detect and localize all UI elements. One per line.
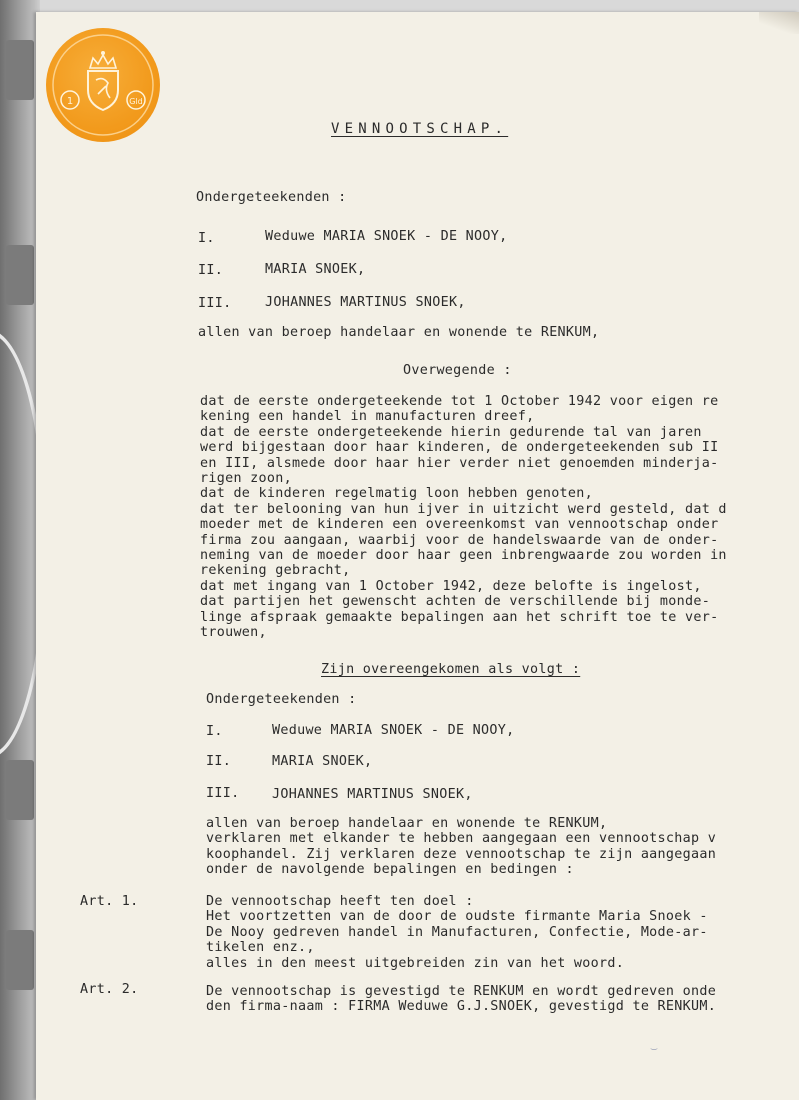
party-number: III. [198, 296, 232, 311]
scanner-background-left [0, 0, 40, 1100]
seal-unit: Gld [129, 97, 143, 106]
text-line: dat met ingang van 1 October 1942, deze belofte is ingelost, [200, 578, 702, 594]
text-line: verklaren met elkander te hebben aangegaan een vennootschap v [206, 831, 717, 847]
party-name: JOHANNES MARTINUS SNOEK, [265, 295, 466, 310]
article-label: Art. 1. [80, 894, 139, 909]
scanner-notch [6, 245, 34, 305]
text-line: dat de eerste ondergeteekende tot 1 October 1942 voor eigen re [200, 394, 719, 409]
text-line: koophandel. Zij verklaren deze vennootschap te zijn aangegaan [206, 846, 717, 862]
agreed-heading: Zijn overeengekomen als volgt : [321, 662, 581, 677]
party-name: JOHANNES MARTINUS SNOEK, [272, 787, 473, 802]
party-number: I. [206, 724, 223, 739]
document-title: VENNOOTSCHAP. [331, 121, 509, 137]
party-name: Weduwe MARIA SNOEK - DE NOOY, [272, 723, 515, 738]
undersigned-label: Ondergeteekenden : [196, 190, 347, 205]
text-line: dat ter belooning van hun ijver in uitzicht werd gesteld, dat d [200, 501, 727, 517]
party-number: II. [198, 263, 224, 278]
party-name: Weduwe MARIA SNOEK - DE NOOY, [265, 229, 508, 244]
text-line: trouwen, [200, 625, 267, 640]
scanner-notch [6, 40, 34, 100]
undersigned-label-2: Ondergeteekenden : [206, 692, 357, 707]
crest-icon [46, 28, 160, 142]
document-page [36, 12, 799, 1100]
seal-value: 1 [66, 96, 74, 107]
text-line: dat de eerste ondergeteekende hierin gedurende tal van jaren [200, 424, 702, 440]
occupation-line: allen van beroep handelaar en wonende te RENKUM, [198, 325, 600, 340]
text-line: rigen zoon, [200, 471, 292, 486]
text-line: Het voortzetten van de door de oudste firmante Maria Snoek - [206, 909, 708, 925]
revenue-stamp-seal [46, 28, 160, 142]
text-line: De Nooy gedreven handel in Manufacturen, Confectie, Mode-ar- [206, 924, 708, 940]
party-number: II. [206, 754, 232, 769]
text-line: alles in den meest uitgebreiden zin van het woord. [206, 955, 625, 971]
text-line: onder de navolgende bepalingen en bedingen : [206, 861, 574, 877]
text-line: allen van beroep handelaar en wonende te RENKUM, [206, 816, 608, 831]
text-line: firma zou aangaan, waarbij voor de handelswaarde van de onder- [200, 532, 719, 548]
article-label: Art. 2. [80, 982, 139, 997]
party-name: MARIA SNOEK, [272, 754, 373, 769]
scanner-notch [6, 760, 34, 820]
text-line: rekening gebracht, [200, 563, 351, 579]
text-line: De vennootschap heeft ten doel : [206, 894, 474, 909]
text-line: den firma-naam : FIRMA Weduwe G.J.SNOEK, gevestigd te RENKUM. [206, 999, 717, 1015]
text-line: en III, alsmede door haar hier verder niet genoemden minderja- [200, 455, 719, 471]
text-line: De vennootschap is gevestigd te RENKUM en wordt gedreven onde [206, 984, 717, 999]
text-line: dat partijen het gewenscht achten de verschillende bij monde- [200, 594, 711, 610]
text-line: moeder met de kinderen een overeenkomst van vennootschap onder [200, 517, 719, 533]
text-line: kening een handel in manufacturen dreef, [200, 409, 535, 425]
text-line: neming van de moeder door haar geen inbrengwaarde zou worden in [200, 548, 727, 563]
text-line: linge afspraak gemaakte bepalingen aan het schrift toe te ver- [200, 609, 719, 625]
considering-heading: Overwegende : [403, 363, 512, 378]
text-line: tikelen enz., [206, 940, 315, 956]
text-line: dat de kinderen regelmatig loon hebben genoten, [200, 486, 594, 502]
scanner-notch [6, 930, 34, 990]
text-line: werd bijgestaan door haar kinderen, de ondergeteekenden sub II [200, 440, 719, 456]
faint-mark: ‿ [651, 1040, 658, 1051]
party-name: MARIA SNOEK, [265, 262, 366, 277]
party-number: I. [198, 231, 215, 246]
party-number: III. [206, 786, 240, 801]
